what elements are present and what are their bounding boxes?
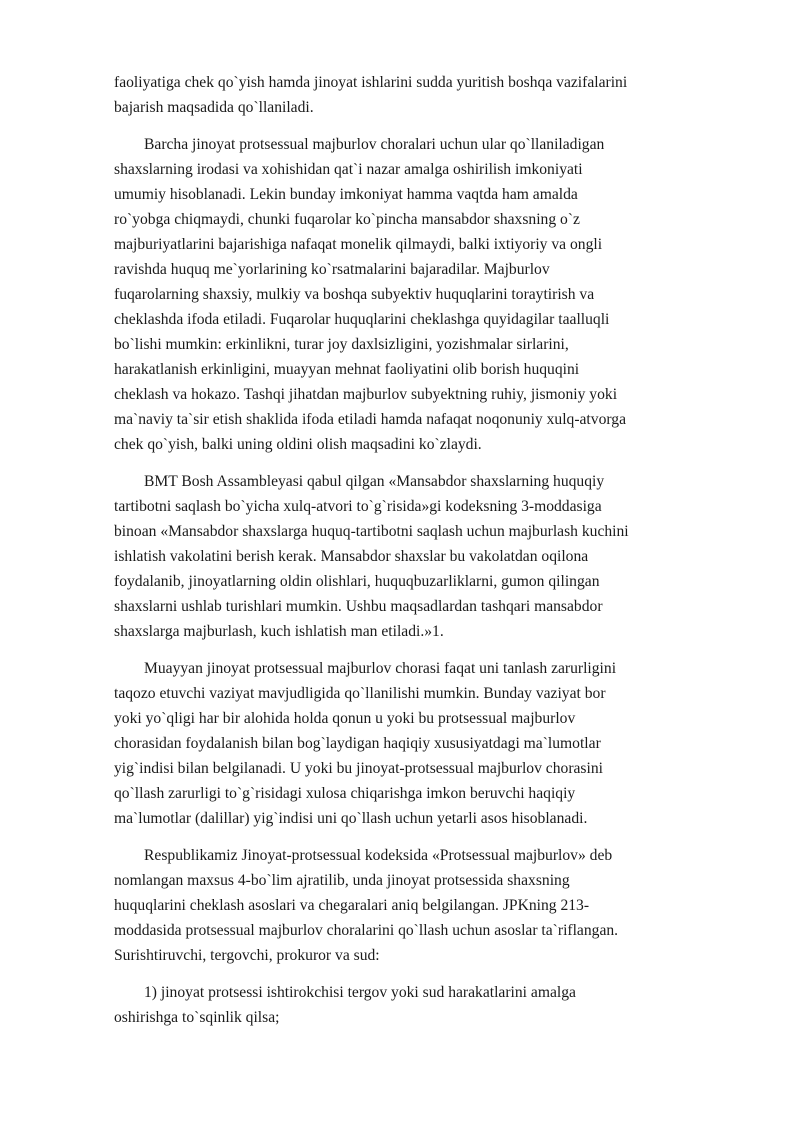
text-line: harakatlanish erkinligini, muayyan mehnat faoliyatini olib borish huquqini: [114, 361, 580, 378]
text-line: cheklash va hokazo. Tashqi jihatdan majburlov subyektning ruhiy, jismoniy yoki: [114, 386, 618, 403]
paragraph: [114, 980, 738, 1030]
text-line: tartibotni saqlash bo`yicha xulq-atvori to`g`risida»gi kodeksning 3-moddasiga: [114, 498, 602, 515]
text-line: chorasidan foydalanish bilan bog`laydigan haqiqiy xususiyatdagi ma`lumotlar: [114, 735, 601, 752]
text-line: bajarish maqsadida qo`llaniladi.: [114, 99, 314, 116]
text-line: shaxslarning irodasi va xohishidan qat`i nazar amalga oshirilish imkoniyati: [114, 161, 583, 178]
paragraph: [114, 656, 738, 831]
text-line: ro`yobga chiqmaydi, chunki fuqarolar ko`pincha mansabdor shaxsning o`z: [114, 211, 580, 228]
text-line: nomlangan maxsus 4-bo`lim ajratilib, unda jinoyat protsessida shaxsning: [114, 872, 570, 889]
text-line: faoliyatiga chek qo`yish hamda jinoyat ishlarini sudda yuritish boshqa vazifalarini: [114, 74, 628, 91]
text-line: umumiy hisoblanadi. Lekin bunday imkoniyat hamma vaqtda ham amalda: [114, 186, 578, 203]
text-line: ishlatish vakolatini berish kerak. Mansabdor shaxslar bu vakolatdan oqilona: [114, 548, 589, 565]
text-line: foydalanib, jinoyatlarning oldin olishlari, huquqbuzarliklarni, gumon qilingan: [114, 573, 600, 590]
text-line: yoki yo`qligi har bir alohida holda qonun u yoki bu protsessual majburlov: [114, 710, 576, 727]
text-line: ravishda huquq me`yorlarining ko`rsatmalarini bajaradilar. Majburlov: [114, 261, 550, 278]
paragraph: [114, 70, 738, 120]
text-line: shaxslarni ushlab turishlari mumkin. Ushbu maqsadlardan tashqari mansabdor: [114, 598, 603, 615]
text-line: majburiyatlarini bajarishiga nafaqat monelik qilmaydi, balki ixtiyoriy va ongli: [114, 236, 603, 253]
text-line: huquqlarini cheklash asoslari va chegaralari aniq belgilangan. JPKning 213-: [114, 897, 590, 914]
text-line: chek qo`yish, balki uning oldini olish maqsadini ko`zlaydi.: [114, 436, 482, 453]
text-line: Muayyan jinoyat protsessual majburlov chorasi faqat uni tanlash zarurligini: [144, 660, 617, 677]
text-line: BMT Bosh Assambleyasi qabul qilgan «Mansabdor shaxslarning huquqiy: [144, 473, 605, 490]
text-line: shaxslarga majburlash, kuch ishlatish man etiladi.»1.: [114, 623, 444, 640]
text-line: yig`indisi bilan belgilanadi. U yoki bu jinoyat-protsessual majburlov chorasini: [114, 760, 603, 777]
paragraph: [114, 843, 738, 968]
text-line: Barcha jinoyat protsessual majburlov choralari uchun ular qo`llaniladigan: [144, 136, 605, 153]
text-line: taqozo etuvchi vaziyat mavjudligida qo`llanilishi mumkin. Bunday vaziyat bor: [114, 685, 606, 702]
text-line: cheklashda ifoda etiladi. Fuqarolar huquqlarini cheklashga quyidagilar taalluqli: [114, 311, 610, 328]
text-line: Surishtiruvchi, tergovchi, prokuror va sud:: [114, 947, 380, 964]
paragraph: [114, 469, 738, 644]
text-line: qo`llash zarurligi to`g`risidagi xulosa chiqarishga imkon beruvchi haqiqiy: [114, 785, 576, 802]
text-line: oshirishga to`sqinlik qilsa;: [114, 1009, 280, 1026]
text-line: ma`naviy ta`sir etish shaklida ifoda etiladi hamda nafaqat noqonuniy xulq-atvorga: [114, 411, 626, 428]
text-line: 1) jinoyat protsessi ishtirokchisi tergov yoki sud harakatlarini amalga: [144, 984, 576, 1001]
text-line: Respublikamiz Jinoyat-protsessual kodeksida «Protsessual majburlov» deb: [144, 847, 613, 864]
text-line: binoan «Mansabdor shaxslarga huquq-tartibotni saqlash uchun majburlash kuchini: [114, 523, 629, 540]
paragraph: [114, 132, 738, 457]
text-line: ma`lumotlar (dalillar) yig`indisi uni qo`llash uchun yetarli asos hisoblanadi.: [114, 810, 588, 827]
text-line: fuqarolarning shaxsiy, mulkiy va boshqa subyektiv huquqlarini toraytirish va: [114, 286, 595, 303]
text-line: moddasida protsessual majburlov choralarini qo`llash uchun asoslar ta`riflangan.: [114, 922, 619, 939]
text-line: bo`lishi mumkin: erkinlikni, turar joy daxlsizligini, yozishmalar sirlarini,: [114, 336, 569, 353]
document-page: [114, 70, 738, 1042]
